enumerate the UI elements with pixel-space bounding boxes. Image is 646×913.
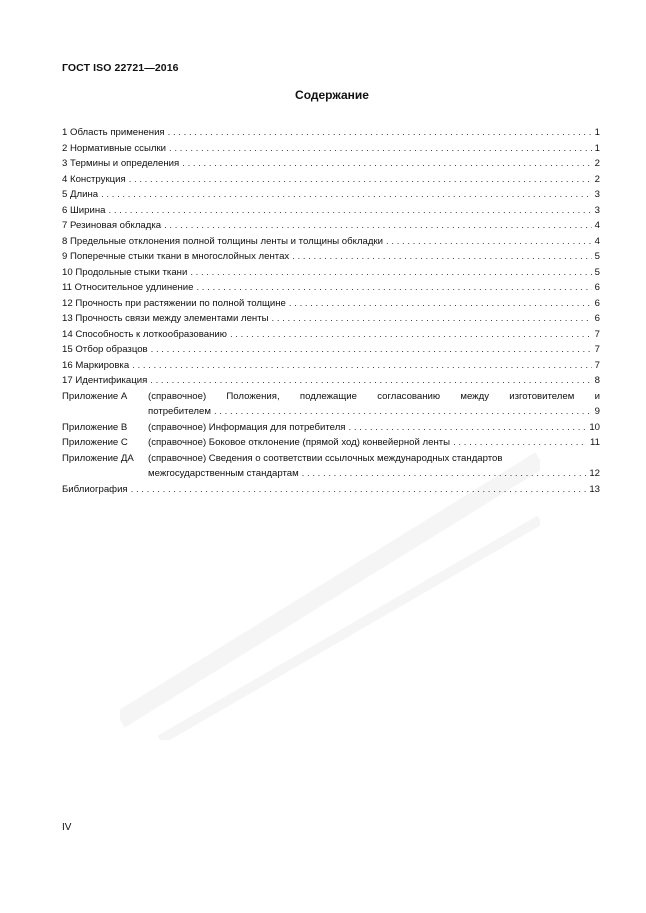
toc-entry-text: 8 Предельные отклонения полной толщины ленты и толщины обкладки xyxy=(62,234,386,250)
appendix-word: и xyxy=(594,390,600,402)
toc-entry-page: 1 xyxy=(592,125,600,141)
toc-entry-page: 2 xyxy=(592,172,600,188)
toc-entry-text: 13 Прочность связи между элементами ленты xyxy=(62,311,272,327)
toc-entry-page: 12 xyxy=(586,466,600,482)
toc-entry[interactable] xyxy=(62,218,600,234)
toc-entry[interactable] xyxy=(62,265,600,281)
toc-entry-text: Библиография xyxy=(62,482,131,498)
toc-entry-page: 11 xyxy=(587,435,600,451)
appendix-label: Приложение А xyxy=(62,390,128,402)
toc-entry-text: 4 Конструкция xyxy=(62,172,129,188)
toc-entry[interactable] xyxy=(62,203,600,219)
toc-entry-page: 4 xyxy=(592,234,600,250)
toc-entry-text: 5 Длина xyxy=(62,187,101,203)
toc-title: Содержание xyxy=(295,88,369,102)
toc-entry[interactable] xyxy=(62,156,600,172)
appendix-word: между xyxy=(460,390,489,402)
table-of-contents xyxy=(62,125,600,497)
appendix-line1: (справочное) Боковое отклонение (прямой ход) конвейерной ленты xyxy=(148,435,453,451)
toc-entry[interactable] xyxy=(62,311,600,327)
toc-entry[interactable] xyxy=(62,249,600,265)
toc-entry-page: 2 xyxy=(592,156,600,172)
toc-entry-page: 6 xyxy=(592,280,600,296)
toc-entry[interactable] xyxy=(62,296,600,312)
appendix-label: Приложение ДА xyxy=(62,452,134,464)
toc-entry-text: 6 Ширина xyxy=(62,203,108,219)
toc-entry-text: 7 Резиновая обкладка xyxy=(62,218,164,234)
toc-entry[interactable] xyxy=(62,280,600,296)
appendix-line2: потребителем xyxy=(148,404,214,420)
appendix-a-line1 xyxy=(148,389,600,405)
appendix-label: Приложение С xyxy=(62,437,128,448)
toc-entry-text: 3 Термины и определения xyxy=(62,156,182,172)
toc-entry-page: 6 xyxy=(592,311,600,327)
toc-entry-page: 10 xyxy=(586,420,600,436)
toc-entry-text: 17 Идентификация xyxy=(62,373,150,389)
toc-entry-page: 5 xyxy=(592,265,600,281)
toc-appendix-a[interactable] xyxy=(62,389,600,420)
toc-entry-page: 1 xyxy=(592,141,600,157)
appendix-word: согласованию xyxy=(377,390,441,402)
toc-entry-page: 8 xyxy=(592,373,600,389)
appendix-label: Приложение В xyxy=(62,421,128,433)
toc-entry-text: 2 Нормативные ссылки xyxy=(62,141,169,157)
toc-entry-page: 9 xyxy=(592,404,600,420)
toc-appendix-b[interactable] xyxy=(62,420,600,436)
toc-entry-text: 1 Область применения xyxy=(62,125,168,141)
toc-entry[interactable] xyxy=(62,187,600,203)
standard-id: ГОСТ ISO 22721—2016 xyxy=(62,62,179,74)
toc-entry-page: 3 xyxy=(592,187,600,203)
toc-entry-page: 7 xyxy=(592,358,600,374)
toc-entry[interactable] xyxy=(62,327,600,343)
toc-entry-text: 15 Отбор образцов xyxy=(62,342,151,358)
toc-entry-text: 16 Маркировка xyxy=(62,358,132,374)
toc-entry[interactable] xyxy=(62,373,600,389)
toc-entry-text: 10 Продольные стыки ткани xyxy=(62,265,190,281)
toc-entry-page: 6 xyxy=(592,296,600,312)
toc-entry-page: 7 xyxy=(592,342,600,358)
toc-appendix-c[interactable] xyxy=(62,435,600,451)
page-number: IV xyxy=(62,822,72,833)
toc-entry-page: 5 xyxy=(592,249,600,265)
toc-entry[interactable] xyxy=(62,234,600,250)
toc-entry[interactable] xyxy=(62,172,600,188)
toc-entry-text: 14 Способность к лоткообразованию xyxy=(62,327,230,343)
appendix-line1: (справочное) Информация для потребителя xyxy=(148,420,349,436)
appendix-word: изготовителем xyxy=(509,390,575,402)
toc-bibliography[interactable] xyxy=(62,482,600,498)
appendix-word: Положения, xyxy=(226,390,280,402)
toc-entry[interactable] xyxy=(62,141,600,157)
toc-appendix-da[interactable] xyxy=(62,451,600,482)
appendix-word: (справочное) xyxy=(148,390,207,402)
toc-entry-text: 12 Прочность при растяжении по полной толщине xyxy=(62,296,289,312)
appendix-word: подлежащие xyxy=(299,390,357,402)
toc-entry[interactable] xyxy=(62,125,600,141)
toc-entry-page: 3 xyxy=(592,203,600,219)
toc-entry-page: 13 xyxy=(586,482,600,498)
appendix-line1: (справочное) Сведения о соответствии ссылочных международных стандартов xyxy=(148,452,503,464)
toc-entry[interactable] xyxy=(62,358,600,374)
toc-entry-page: 4 xyxy=(592,218,600,234)
appendix-line2: межгосударственным стандартам xyxy=(148,466,302,482)
toc-entry-text: 11 Относительное удлинение xyxy=(62,280,196,296)
toc-entry[interactable] xyxy=(62,342,600,358)
toc-entry-text: 9 Поперечные стыки ткани в многослойных лентах xyxy=(62,249,292,265)
toc-entry-page: 7 xyxy=(592,327,600,343)
